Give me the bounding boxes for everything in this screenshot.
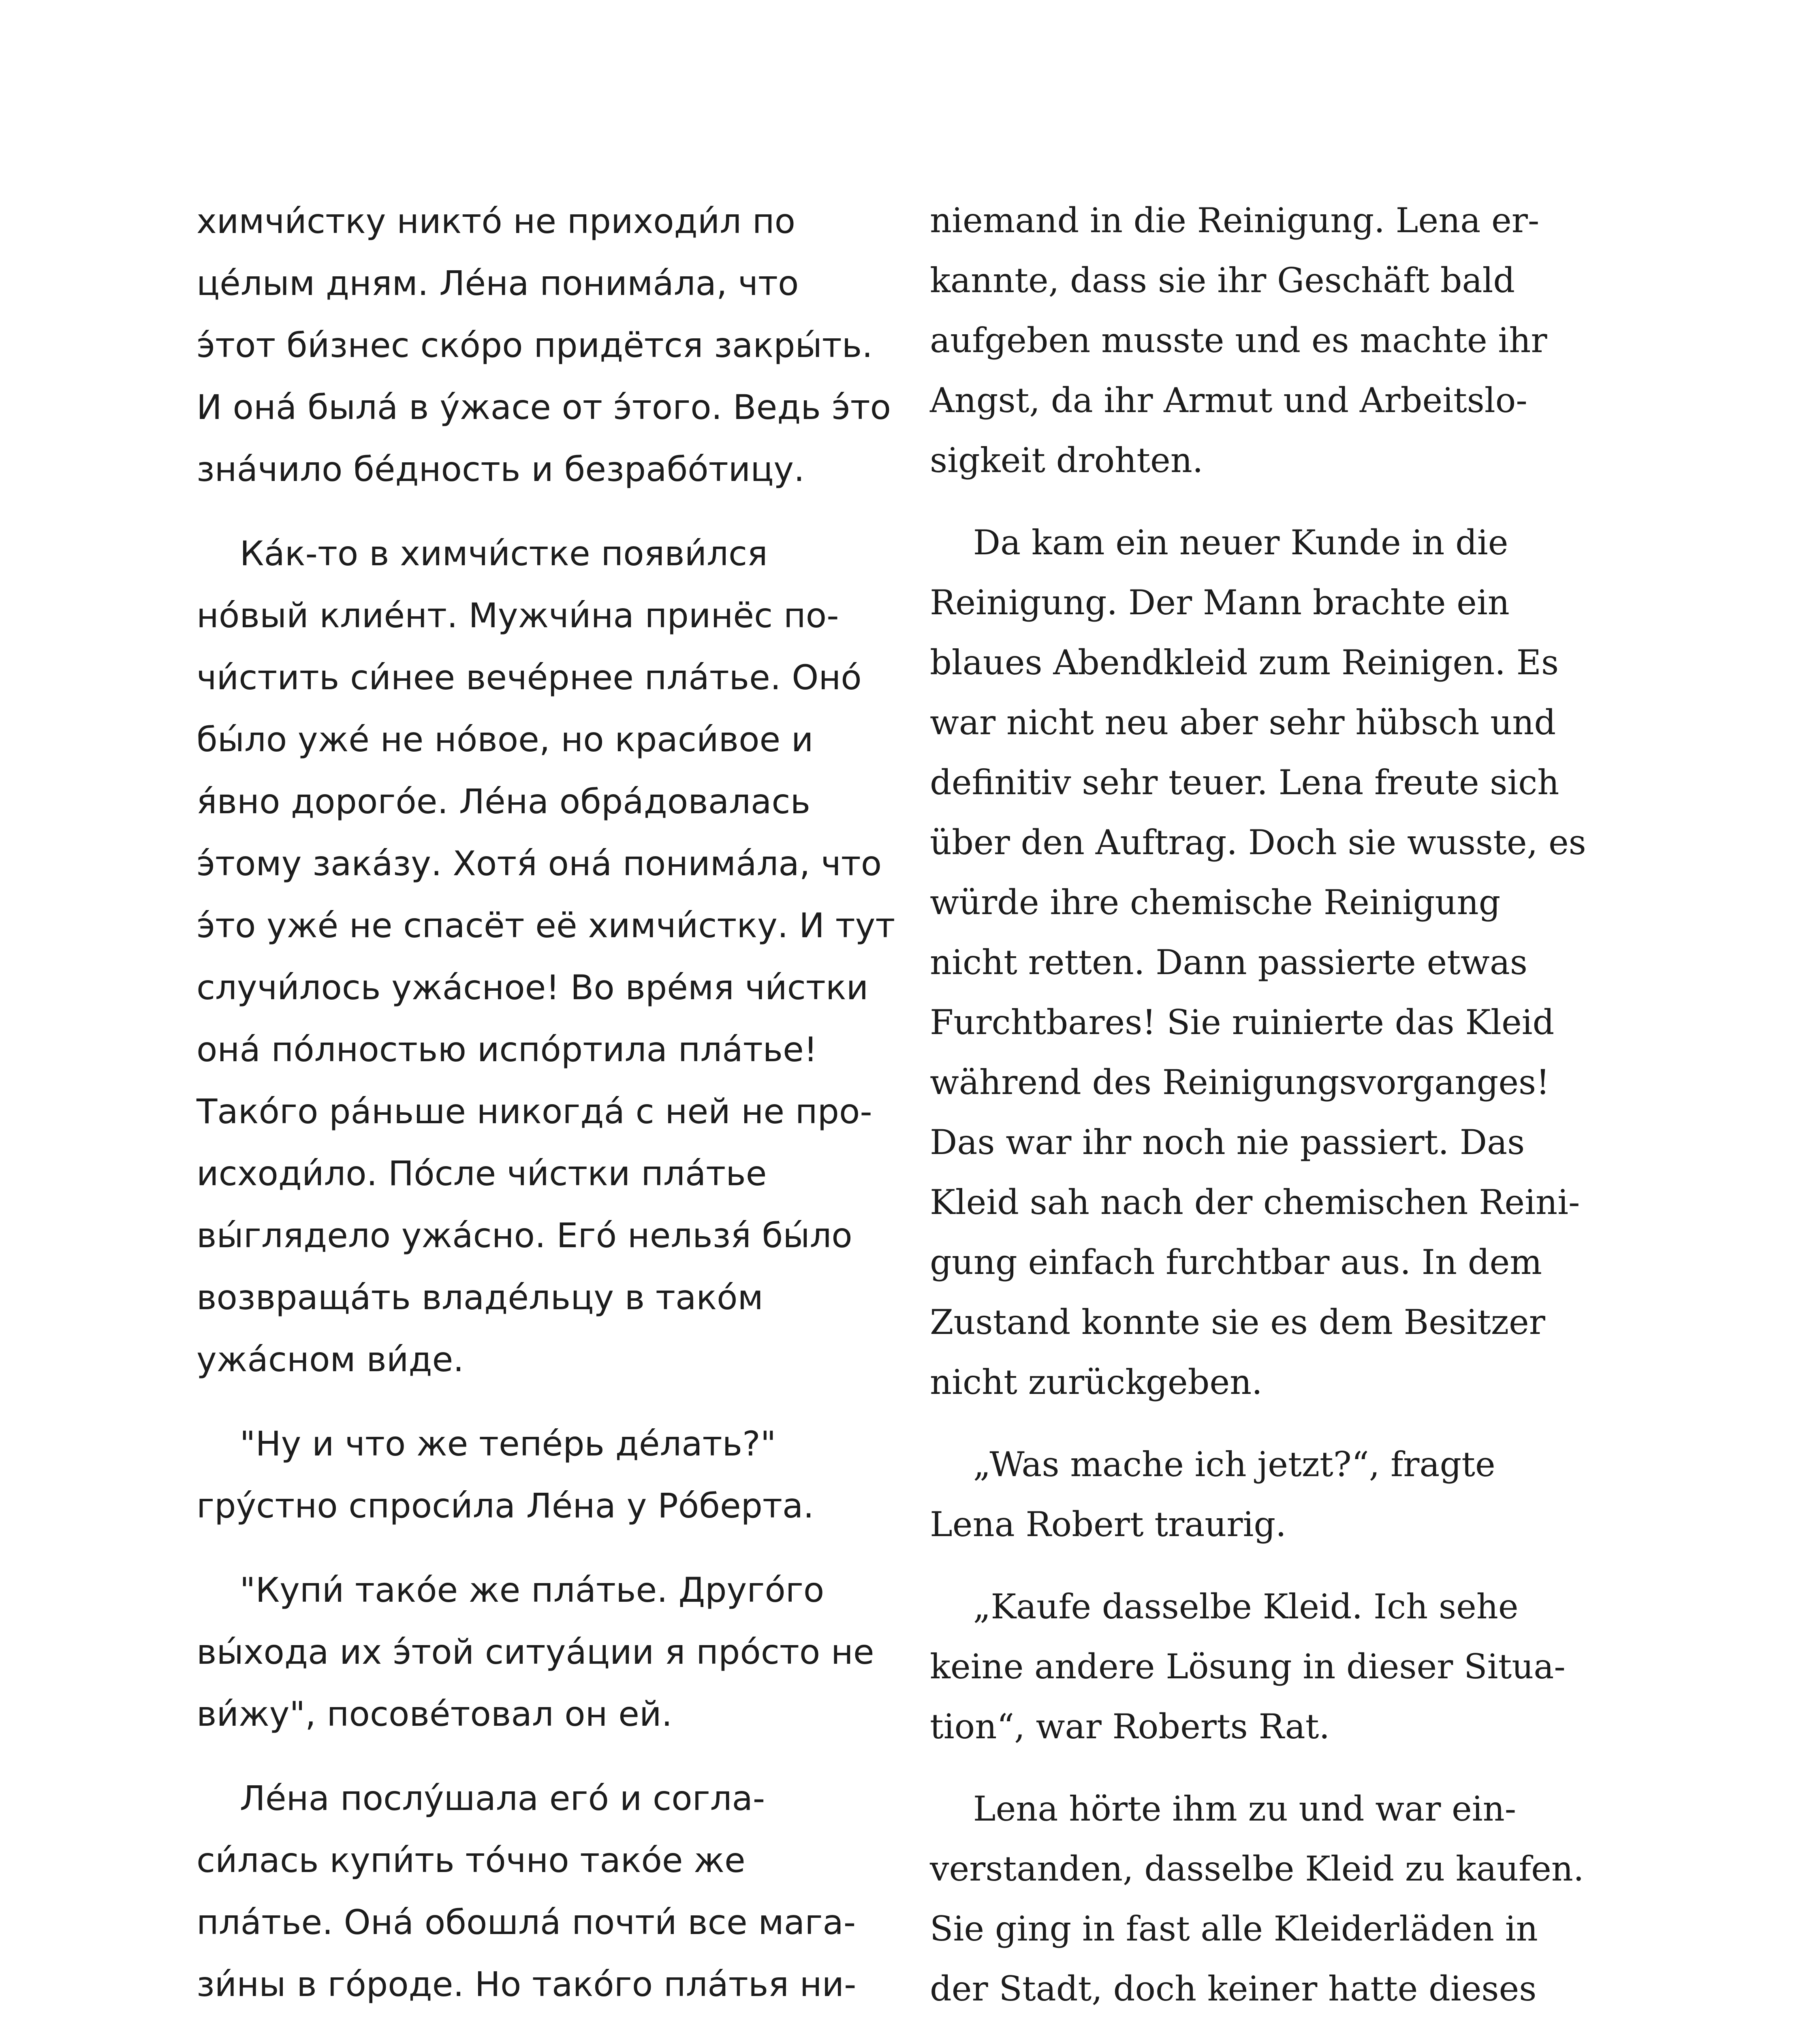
text-line: Da kam ein neuer Kunde in die [930, 523, 1508, 562]
paragraph [197, 1559, 885, 1745]
text-line [930, 2019, 1619, 2026]
text-line: der Stadt, doch keiner hatte dieses [930, 1969, 1537, 2009]
text-line: Lena Robert traurig. [930, 1505, 1286, 1544]
paragraph [197, 1767, 885, 2026]
text-line: Zustand konnte sie es dem Besitzer [930, 1302, 1545, 1342]
text-line: Ка́к-то в химчи́стке появи́лся [197, 534, 768, 573]
text-line: „Was mache ich jetzt?“, fragte [930, 1445, 1495, 1484]
paragraph [197, 1413, 885, 1537]
text-line: über den Auftrag. Doch sie wusste, es [930, 823, 1586, 862]
text-line: gung einfach furchtbar aus. In dem [930, 1242, 1542, 1282]
text-line: blaues Abendkleid zum Reinigen. Es [930, 643, 1559, 682]
text-line: си́лась купи́ть то́чно тако́е же [197, 1840, 746, 1880]
text-line: nicht zurückgeben. [930, 1362, 1262, 1402]
text-line: Ле́на послу́шала его́ и согла- [197, 1778, 765, 1818]
text-line: niemand in die Reinigung. Lena er- [930, 201, 1540, 240]
text-line: э́тот би́знес ско́ро придётся закры́ть. [197, 325, 873, 365]
text-line: она́ по́лностью испо́ртила пла́тье! [197, 1030, 818, 1069]
german-text-column [930, 190, 1619, 2026]
paragraph [197, 523, 895, 1391]
text-line: verstanden, dasselbe Kleid zu kaufen. [930, 1849, 1584, 1889]
text-line: но́вый клие́нт. Мужчи́на принёс по- [197, 596, 839, 635]
text-line: зна́чило бе́дность и безрабо́тицу. [197, 449, 805, 489]
text-line: гру́стно спроси́ла Ле́на у Ро́берта. [197, 1486, 814, 1526]
text-line: Sie ging in fast alle Kleiderläden in [930, 1909, 1538, 1949]
text-line: пла́тье. Она́ обошла́ почти́ все мага- [197, 1902, 856, 1942]
text-line: возвраща́ть владе́льцу в тако́м [197, 1278, 763, 1317]
text-line: aufgeben musste und es machte ihr [930, 321, 1547, 360]
text-line: вы́хода их э́той ситуа́ции я про́сто не [197, 1632, 874, 1672]
text-line: чи́стить си́нее вече́рнее пла́тье. Оно́ [197, 658, 862, 697]
text-line: я́вно дорого́е. Ле́на обра́довалась [197, 782, 811, 821]
text-line: И она́ была́ в у́жасе от э́того. Ведь э́то [197, 387, 891, 427]
text-line: „Kaufe dasselbe Kleid. Ich sehe [930, 1587, 1519, 1626]
paragraph [930, 1779, 1619, 2026]
text-line: исходи́ло. По́сле чи́стки пла́тье [197, 1154, 767, 1193]
text-line: Reinigung. Der Mann brachte ein [930, 583, 1510, 622]
text-line: э́тому зака́зу. Хотя́ она́ понима́ла, что [197, 844, 882, 883]
text-line: während des Reinigungsvorganges! [930, 1062, 1550, 1102]
text-line: tion“, war Roberts Rat. [930, 1707, 1330, 1746]
paragraph [930, 1577, 1619, 1757]
text-line: war nicht neu aber sehr hübsch und [930, 703, 1556, 742]
text-line: würde ihre chemische Reinigung [930, 883, 1501, 922]
text-line: зи́ны в го́роде. Но тако́го пла́тья ни- [197, 1964, 857, 2004]
text-line: химчи́стку никто́ не приходи́л по [197, 201, 796, 241]
paragraph [930, 1434, 1619, 1554]
text-line: це́лым дням. Ле́на понима́ла, что [197, 263, 799, 303]
text-line: э́то уже́ не спасёт её химчи́стку. И тут [197, 906, 895, 945]
text-line: Lena hörte ihm zu und war ein- [930, 1789, 1517, 1829]
text-line: definitiv sehr teuer. Lena freute sich [930, 763, 1559, 802]
paragraph [930, 190, 1619, 490]
text-line: nicht retten. Dann passierte etwas [930, 942, 1528, 982]
text-line: Das war ihr noch nie passiert. Das [930, 1122, 1525, 1162]
text-line: kannte, dass sie ihr Geschäft bald [930, 261, 1515, 300]
text-line: случи́лось ужа́сное! Во вре́мя чи́стки [197, 968, 869, 1007]
text-line [197, 2015, 885, 2026]
text-line: ужа́сном ви́де. [197, 1340, 464, 1379]
text-line: Тако́го ра́ньше никогда́ с ней не про- [197, 1092, 872, 1131]
paragraph [930, 513, 1619, 1412]
text-line: "Ну и что же тепе́рь де́лать?" [197, 1424, 776, 1464]
text-line: ви́жу", посове́товал он ей. [197, 1694, 673, 1734]
text-line: sigkeit drohten. [930, 440, 1203, 480]
text-line: Kleid sah nach der chemischen Reini- [930, 1182, 1580, 1222]
text-line: бы́ло уже́ не но́вое, но краси́вое и [197, 720, 814, 759]
text-line: вы́глядело ужа́сно. Его́ нельзя́ бы́ло [197, 1216, 852, 1255]
russian-text-column [197, 190, 895, 2026]
text-line: Furchtbares! Sie ruinierte das Kleid [930, 1002, 1555, 1042]
paragraph [197, 190, 891, 500]
text-line: "Купи́ тако́е же пла́тье. Друго́го [197, 1570, 825, 1610]
text-line: keine andere Lösung in dieser Situa- [930, 1647, 1566, 1686]
text-line: Angst, da ihr Armut und Arbeitslo- [930, 380, 1527, 420]
